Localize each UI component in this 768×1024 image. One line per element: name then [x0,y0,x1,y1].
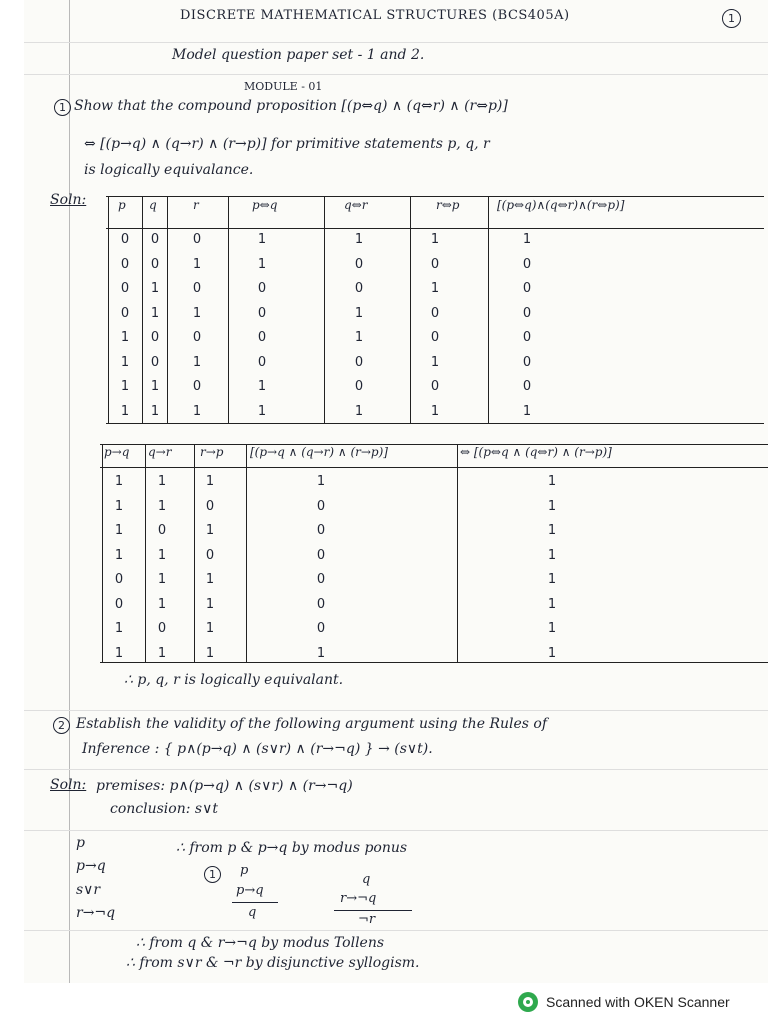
t1-cell: 1 [150,281,160,296]
t2-cell: 1 [316,645,326,661]
t1-header-1: q [149,198,157,212]
t2-cell: 1 [205,621,215,636]
solution-label: Soln: [50,777,87,793]
t2-cell: 0 [316,523,326,538]
t1-cell: 1 [522,232,532,247]
question-text: Show that the compound proposition [(p⇔q) ∧ (q⇔r) ∧ (r⇔p)] [74,98,508,114]
t1-cell: 1 [192,305,202,321]
question-text: is logically equivalance. [84,162,254,178]
t2-cell: 1 [157,645,167,661]
t1-cell: 1 [120,379,130,394]
t2-cell: 0 [316,596,326,612]
t2-cell: 0 [157,621,167,636]
t2-cell: 1 [114,523,124,538]
t1-cell: 0 [120,232,130,247]
t2-cell: 1 [547,523,557,538]
t1-cell: 0 [430,379,440,394]
t1-cell: 1 [150,403,160,419]
t1-header-5: r⇔p [436,198,460,212]
t1-cell: 0 [354,354,364,370]
t1-header-6: [(p⇔q)∧(q⇔r)∧(r⇔p)] [497,198,625,212]
t1-cell: 1 [257,379,267,394]
t1-cell: 0 [150,232,160,247]
t2-cell: 0 [316,572,326,587]
module-heading: MODULE - 01 [244,80,323,93]
t2-cell: 0 [316,498,326,514]
t2-cell: 1 [547,621,557,636]
t1-cell: 0 [192,330,202,345]
premise-item: p→q [76,858,106,874]
t1-cell: 0 [150,256,160,272]
t1-cell: 0 [150,354,160,370]
t2-cell: 1 [205,596,215,612]
t1-cell: 1 [257,403,267,419]
t1-cell: 0 [257,330,267,345]
t2-header-3: [(p→q ∧ (q→r) ∧ (r→p)] [250,445,388,459]
t2-cell: 1 [114,645,124,661]
premise-item: s∨r [76,882,101,898]
t1-cell: 1 [192,256,202,272]
t2-cell: 1 [157,474,167,489]
t1-cell: 1 [354,232,364,247]
t2-cell: 1 [205,523,215,538]
t1-header-2: r [193,198,199,212]
step-number: 1 [204,866,221,883]
t1-cell: 0 [522,305,532,321]
ruled-line [24,769,768,770]
t1-cell: 0 [120,256,130,272]
t2-cell: 1 [205,572,215,587]
t2-cell: 1 [547,572,557,587]
t2-cell: 1 [205,645,215,661]
t1-cell: 1 [354,305,364,321]
question-text: Inference : { p∧(p→q) ∧ (s∨r) ∧ (r→¬q) } → (s∨t). [82,741,433,757]
t2-cell: 1 [157,498,167,514]
t1-cell: 1 [522,403,532,419]
t1-cell: 0 [522,256,532,272]
t1-cell: 0 [192,281,202,296]
t1-cell: 1 [430,403,440,419]
ruled-line [24,42,768,43]
t1-cell: 0 [257,354,267,370]
t1-cell: 1 [354,330,364,345]
t2-cell: 1 [547,645,557,661]
t1-cell: 0 [192,232,202,247]
t1-header-3: p⇔q [252,198,278,212]
t1-cell: 0 [354,256,364,272]
scanner-watermark [518,988,730,1016]
t1-cell: 1 [257,232,267,247]
t2-cell: 1 [547,474,557,489]
t2-cell: 0 [205,547,215,563]
t2-cell: 0 [157,523,167,538]
t1-cell: 1 [192,354,202,370]
question-number: 1 [54,99,71,116]
t1-cell: 0 [522,281,532,296]
t1-cell: 1 [120,330,130,345]
premise-item: r→¬q [76,905,116,921]
ruled-line [24,930,768,931]
q1-conclusion: ∴ p, q, r is logically equivalant. [124,672,344,688]
t2-cell: 0 [114,572,124,587]
t2-cell: 1 [114,547,124,563]
t1-cell: 0 [257,281,267,296]
mt-line: r→¬q [340,891,377,906]
t1-cell: 1 [150,379,160,394]
t1-cell: 0 [430,256,440,272]
t2-cell: 0 [205,498,215,514]
t2-header-1: q→r [148,445,172,459]
t1-cell: 1 [430,281,440,296]
t1-cell: 0 [150,330,160,345]
conclusion-line: conclusion: s∨t [110,801,218,817]
t1-cell: 0 [192,379,202,394]
t2-cell: 1 [114,621,124,636]
t2-cell: 1 [114,474,124,489]
t1-cell: 0 [257,305,267,321]
t1-cell: 0 [354,379,364,394]
ruled-line [24,710,768,711]
subtitle: Model question paper set - 1 and 2. [172,47,425,63]
t1-header-0: p [118,198,126,212]
t1-cell: 0 [522,354,532,370]
mp-line: p→q [236,883,264,898]
inference-bar [334,910,412,911]
t2-cell: 1 [316,474,326,489]
margin-line [69,0,70,983]
mt-line: ¬r [358,912,376,927]
t1-cell: 0 [120,305,130,321]
t2-header-4: ⇔ [(p⇔q ∧ (q⇔r) ∧ (r→p)] [460,445,612,459]
t1-cell: 0 [120,281,130,296]
mt-line: q [362,872,371,887]
page-title: DISCRETE MATHEMATICAL STRUCTURES (BCS405A) [180,8,570,23]
t2-cell: 1 [157,547,167,563]
question-number: 2 [53,717,70,734]
t1-cell: 0 [430,330,440,345]
ruled-line [24,830,768,831]
t1-cell: 1 [192,403,202,419]
t2-cell: 0 [316,547,326,563]
t1-cell: 1 [257,256,267,272]
t2-cell: 1 [547,498,557,514]
premises: premises: p∧(p→q) ∧ (s∨r) ∧ (r→¬q) [96,778,353,794]
t1-cell: 1 [354,403,364,419]
ruled-line [24,74,768,75]
t2-cell: 1 [114,498,124,514]
t1-cell: 1 [120,403,130,419]
question-text: Establish the validity of the following argument using the Rules of [76,716,548,732]
inference-step: ∴ from p & p→q by modus ponus [176,840,408,856]
t1-cell: 1 [150,305,160,321]
t2-cell: 1 [157,596,167,612]
t2-cell: 1 [547,596,557,612]
t2-cell: 1 [547,547,557,563]
t2-cell: 1 [205,474,215,489]
premise-item: p [76,835,85,851]
t2-header-0: p→q [104,445,130,459]
t2-cell: 0 [316,621,326,636]
solution-label: Soln: [50,192,87,208]
question-text: ⇔ [(p→q) ∧ (q→r) ∧ (r→p)] for primitive statements p, q, r [84,136,490,152]
mp-line: q [248,905,257,920]
inference-bar [232,902,278,903]
mp-line: p [240,863,249,878]
t2-header-2: r→p [200,445,224,459]
page-number: 1 [722,9,741,28]
scanner-logo-icon [518,992,538,1012]
t1-header-4: q⇔r [344,198,368,212]
t2-cell: 1 [157,572,167,587]
inference-line: ∴ from s∨r & ¬r by disjunctive syllogism. [126,955,420,971]
t2-cell: 0 [114,596,124,612]
t1-cell: 1 [430,232,440,247]
t1-cell: 0 [430,305,440,321]
inference-line: ∴ from q & r→¬q by modus Tollens [136,935,385,951]
t1-cell: 0 [522,379,532,394]
scanner-text: Scanned with OKEN Scanner [546,994,730,1010]
t1-cell: 0 [354,281,364,296]
t1-cell: 1 [430,354,440,370]
t1-cell: 1 [120,354,130,370]
t1-cell: 0 [522,330,532,345]
